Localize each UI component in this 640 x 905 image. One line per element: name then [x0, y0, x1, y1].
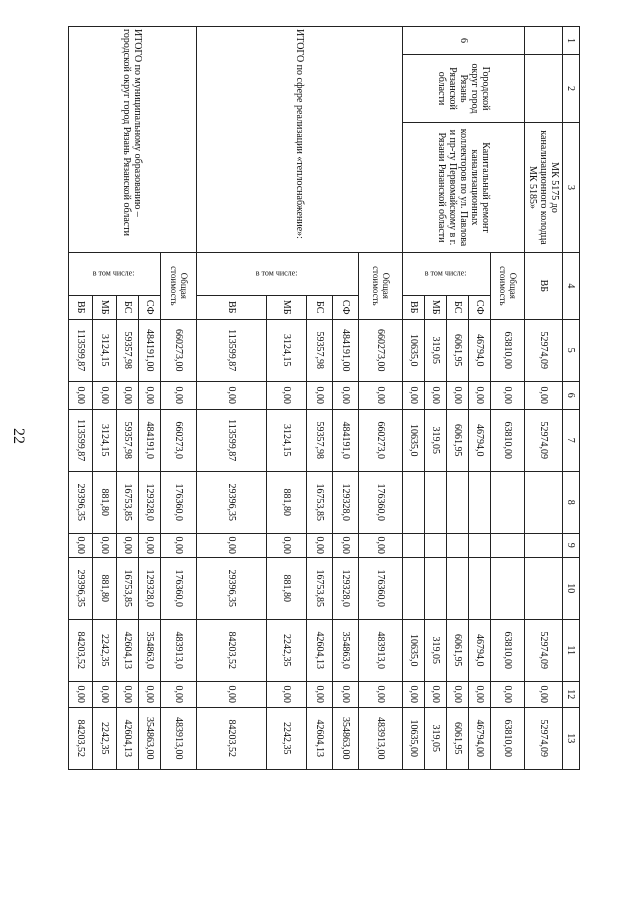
value-cell: [525, 471, 563, 533]
value-cell: 129328,0: [333, 471, 359, 533]
value-cell: 0,00: [359, 381, 403, 409]
fund-label: ВБ: [69, 295, 93, 319]
value-cell: 176360,0: [161, 557, 197, 619]
muni-total-label: ИТОГО по муниципальному образованию – городской округ город Рязань Рязанской области: [69, 27, 197, 253]
value-cell: [525, 557, 563, 619]
table-cell: [197, 253, 359, 296]
project-row-total: [491, 27, 525, 770]
value-cell: [425, 557, 447, 619]
value-cell: 6061,95: [447, 319, 469, 381]
colnum-cell: 7: [563, 409, 580, 471]
value-cell: 0,00: [359, 681, 403, 707]
value-cell: 129328,0: [139, 557, 161, 619]
fund-label: МБ: [93, 295, 117, 319]
value-cell: 63810,00: [491, 619, 525, 681]
value-cell: 319,05: [425, 707, 447, 769]
value-cell: 2242,35: [267, 707, 307, 769]
value-cell: 660273,0: [359, 409, 403, 471]
value-cell: 16753,85: [117, 557, 139, 619]
heat-total-label: ИТОГО по сфере реализации «теплоснабжение»:: [197, 27, 403, 253]
value-cell: [425, 533, 447, 557]
value-cell: 46794,0: [469, 319, 491, 381]
table-cell: [525, 27, 563, 55]
value-cell: 660273,00: [161, 319, 197, 381]
colnum-cell: 1: [563, 27, 580, 55]
value-cell: 0,00: [161, 533, 197, 557]
value-cell: 881,80: [93, 557, 117, 619]
value-cell: 59357,98: [117, 409, 139, 471]
value-cell: 52974,09: [525, 409, 563, 471]
value-cell: 129328,0: [333, 557, 359, 619]
value-cell: 46794,0: [469, 409, 491, 471]
table-cell: [403, 253, 491, 296]
value-cell: 2242,35: [93, 619, 117, 681]
value-cell: 0,00: [491, 681, 525, 707]
including-label: в том числе:: [92, 268, 135, 278]
value-cell: 3124,15: [267, 409, 307, 471]
value-cell: 10635,0: [403, 619, 425, 681]
including-label: в том числе:: [255, 268, 298, 278]
value-cell: 113599,87: [197, 319, 267, 381]
value-cell: 6061,95: [447, 409, 469, 471]
value-cell: 354863,0: [333, 619, 359, 681]
value-cell: 0,00: [525, 681, 563, 707]
value-cell: 319,05: [425, 409, 447, 471]
value-cell: 483913,00: [359, 707, 403, 769]
value-cell: 63810,00: [491, 409, 525, 471]
colnum-cell: 12: [563, 681, 580, 707]
value-cell: 354863,00: [139, 707, 161, 769]
value-cell: 3124,15: [93, 409, 117, 471]
value-cell: 0,00: [93, 533, 117, 557]
value-cell: 59357,98: [307, 409, 333, 471]
fund-label: Общая стоимость: [161, 253, 197, 320]
value-cell: 176360,0: [161, 471, 197, 533]
value-cell: 113599,87: [69, 409, 93, 471]
value-cell: 0,00: [469, 681, 491, 707]
value-cell: [491, 557, 525, 619]
value-cell: 0,00: [425, 381, 447, 409]
value-cell: 0,00: [93, 381, 117, 409]
value-cell: [403, 471, 425, 533]
value-cell: 84203,52: [197, 619, 267, 681]
value-cell: 0,00: [333, 533, 359, 557]
value-cell: 881,80: [93, 471, 117, 533]
value-cell: 84203,52: [69, 707, 93, 769]
value-cell: 16753,85: [307, 557, 333, 619]
value-cell: 10635,00: [403, 707, 425, 769]
budget-table: [68, 26, 580, 770]
value-cell: 42604,13: [117, 707, 139, 769]
value-cell: 52974,09: [525, 707, 563, 769]
value-cell: 0,00: [93, 681, 117, 707]
value-cell: 16753,85: [117, 471, 139, 533]
project-head-row: [525, 27, 563, 770]
value-cell: 0,00: [161, 381, 197, 409]
fund-label: ВБ: [525, 253, 563, 320]
value-cell: 10635,0: [403, 409, 425, 471]
value-cell: 0,00: [267, 381, 307, 409]
value-cell: [491, 533, 525, 557]
value-cell: 0,00: [333, 381, 359, 409]
value-cell: 52974,09: [525, 319, 563, 381]
value-cell: 63810,00: [491, 707, 525, 769]
value-cell: 0,00: [69, 533, 93, 557]
heat-total-row: [359, 27, 403, 770]
value-cell: [447, 557, 469, 619]
value-cell: 42604,13: [307, 707, 333, 769]
table-cell: [69, 253, 161, 296]
value-cell: 2242,35: [93, 707, 117, 769]
value-cell: [469, 557, 491, 619]
value-cell: [403, 557, 425, 619]
value-cell: [491, 471, 525, 533]
value-cell: 483913,00: [161, 707, 197, 769]
value-cell: 176360,0: [359, 471, 403, 533]
fund-label: СФ: [139, 295, 161, 319]
colnum-cell: 9: [563, 533, 580, 557]
colnum-cell: 5: [563, 319, 580, 381]
region-cell: Городской округ город Рязань Рязанской области: [403, 55, 525, 123]
value-cell: 0,00: [117, 533, 139, 557]
fund-label: Общая стоимость: [491, 253, 525, 320]
value-cell: 59357,98: [117, 319, 139, 381]
value-cell: [403, 533, 425, 557]
value-cell: 46794,0: [469, 619, 491, 681]
fund-label: Общая стоимость: [359, 253, 403, 320]
value-cell: 0,00: [69, 381, 93, 409]
including-label: в том числе:: [424, 268, 467, 278]
value-cell: 0,00: [197, 681, 267, 707]
value-cell: 42604,13: [117, 619, 139, 681]
value-cell: 42604,13: [307, 619, 333, 681]
value-cell: 0,00: [307, 681, 333, 707]
value-cell: 0,00: [469, 381, 491, 409]
colnum-cell: 4: [563, 253, 580, 320]
colnum-cell: 11: [563, 619, 580, 681]
fund-label: ВБ: [197, 295, 267, 319]
colnum-cell: 13: [563, 707, 580, 769]
value-cell: 52974,09: [525, 619, 563, 681]
value-cell: 0,00: [197, 533, 267, 557]
value-cell: 0,00: [69, 681, 93, 707]
fund-label: ВБ: [403, 295, 425, 319]
fund-label: БС: [447, 295, 469, 319]
value-cell: 0,00: [403, 381, 425, 409]
value-cell: 176360,0: [359, 557, 403, 619]
page-number: 22: [10, 428, 27, 444]
value-cell: 660273,00: [359, 319, 403, 381]
value-cell: 3124,15: [267, 319, 307, 381]
value-cell: 0,00: [359, 533, 403, 557]
value-cell: 484191,0: [139, 409, 161, 471]
value-cell: 0,00: [425, 681, 447, 707]
muni-total-row: [161, 27, 197, 770]
value-cell: 29396,35: [197, 557, 267, 619]
row-number: 6: [403, 27, 525, 55]
value-cell: 0,00: [139, 533, 161, 557]
value-cell: 0,00: [491, 381, 525, 409]
value-cell: 881,80: [267, 471, 307, 533]
value-cell: 484191,00: [139, 319, 161, 381]
value-cell: 0,00: [307, 381, 333, 409]
fund-label: МБ: [425, 295, 447, 319]
value-cell: 84203,52: [197, 707, 267, 769]
value-cell: 10635,0: [403, 319, 425, 381]
value-cell: 0,00: [447, 381, 469, 409]
value-cell: 0,00: [139, 381, 161, 409]
value-cell: 2242,35: [267, 619, 307, 681]
project-name: Капитальный ремонт канализационных коллекторов по ул. Павлова и пр-ту Первомайскому в г. Рязани Рязанской области: [403, 123, 525, 253]
colnum-cell: 6: [563, 381, 580, 409]
value-cell: 354863,0: [139, 619, 161, 681]
value-cell: 319,05: [425, 619, 447, 681]
value-cell: [447, 471, 469, 533]
value-cell: 6061,95: [447, 707, 469, 769]
value-cell: [425, 471, 447, 533]
value-cell: 129328,0: [139, 471, 161, 533]
value-cell: 0,00: [117, 681, 139, 707]
value-cell: 881,80: [267, 557, 307, 619]
value-cell: 483913,0: [161, 619, 197, 681]
value-cell: 484191,00: [333, 319, 359, 381]
value-cell: [447, 533, 469, 557]
value-cell: 46794,00: [469, 707, 491, 769]
colnum-cell: 3: [563, 123, 580, 253]
fund-label: БС: [307, 295, 333, 319]
value-cell: [525, 533, 563, 557]
colnum-cell: 10: [563, 557, 580, 619]
fund-label: МБ: [267, 295, 307, 319]
value-cell: [469, 533, 491, 557]
value-cell: 0,00: [333, 681, 359, 707]
fund-label: БС: [117, 295, 139, 319]
value-cell: 354863,00: [333, 707, 359, 769]
project-head-text: МК 5175 до канализационного колодца МК 5185»: [525, 123, 563, 253]
value-cell: 0,00: [197, 381, 267, 409]
value-cell: 319,05: [425, 319, 447, 381]
value-cell: 63810,00: [491, 319, 525, 381]
value-cell: 3124,15: [93, 319, 117, 381]
colnum-cell: 2: [563, 55, 580, 123]
value-cell: 29396,35: [69, 471, 93, 533]
fund-label: СФ: [333, 295, 359, 319]
value-cell: 16753,85: [307, 471, 333, 533]
value-cell: 84203,52: [69, 619, 93, 681]
value-cell: [469, 471, 491, 533]
table-cell: [525, 55, 563, 123]
value-cell: 0,00: [161, 681, 197, 707]
value-cell: 113599,87: [69, 319, 93, 381]
value-cell: 0,00: [525, 381, 563, 409]
value-cell: 660273,0: [161, 409, 197, 471]
value-cell: 0,00: [117, 381, 139, 409]
value-cell: 59357,98: [307, 319, 333, 381]
value-cell: 0,00: [447, 681, 469, 707]
value-cell: 484191,0: [333, 409, 359, 471]
fund-label: СФ: [469, 295, 491, 319]
value-cell: 0,00: [139, 681, 161, 707]
value-cell: 29396,35: [69, 557, 93, 619]
column-number-row: [563, 27, 580, 770]
value-cell: 113599,87: [197, 409, 267, 471]
value-cell: 29396,35: [197, 471, 267, 533]
value-cell: 0,00: [403, 681, 425, 707]
value-cell: 0,00: [307, 533, 333, 557]
colnum-cell: 8: [563, 471, 580, 533]
value-cell: 0,00: [267, 533, 307, 557]
value-cell: 483913,0: [359, 619, 403, 681]
value-cell: 0,00: [267, 681, 307, 707]
value-cell: 6061,95: [447, 619, 469, 681]
